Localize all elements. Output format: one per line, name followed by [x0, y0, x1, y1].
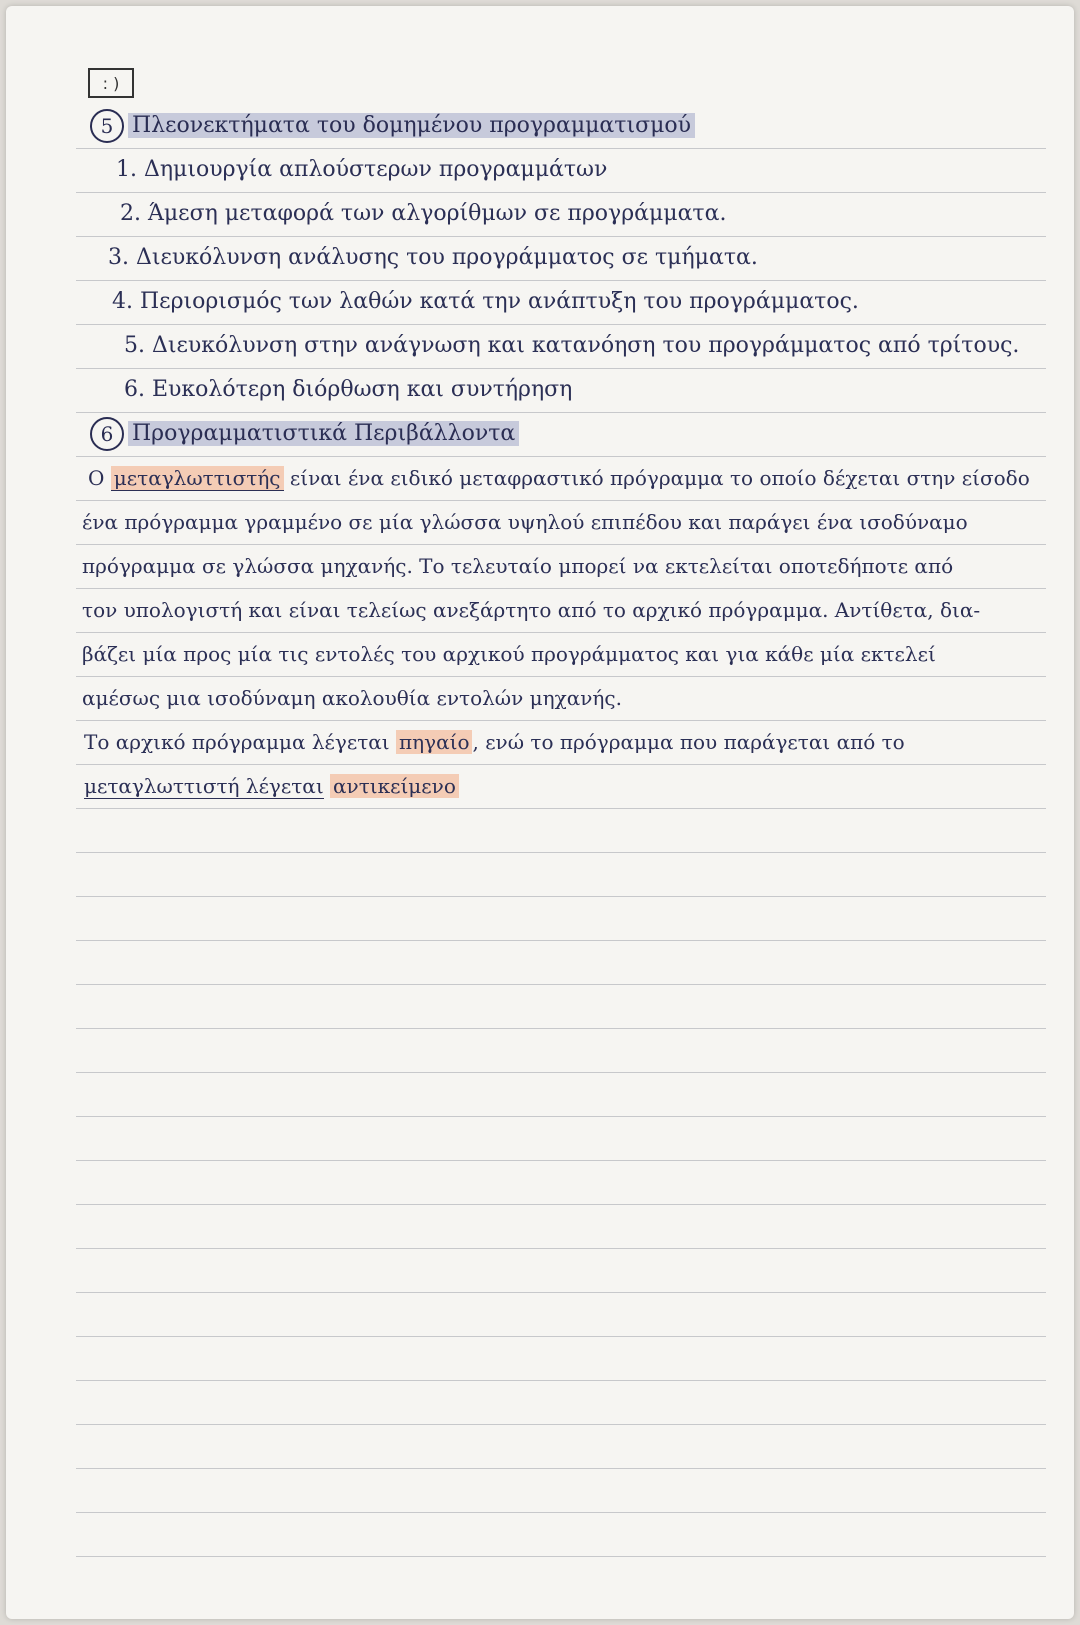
ruled-line — [76, 1424, 1046, 1425]
list-item: 2. Άμεση μεταφορά των αλγορίθμων σε προγράμματα. — [120, 201, 727, 226]
term-source: πηγαίο — [396, 730, 472, 754]
paragraph-line: ένα πρόγραμμα γραμμένο σε μία γλώσσα υψηλού επιπέδου και παράγει ένα ισοδύναμο — [82, 510, 968, 534]
ruled-line — [76, 1072, 1046, 1073]
paragraph-line — [84, 764, 459, 808]
list-item: 3. Διευκόλυνση ανάλυσης του προγράμματος σε τμήματα. — [108, 245, 758, 270]
ruled-line — [76, 1028, 1046, 1029]
paragraph-text: Το αρχικό πρόγραμμα λέγεται — [84, 730, 390, 754]
ruled-line — [76, 1336, 1046, 1337]
ruled-line — [76, 852, 1046, 853]
paragraph-line: βάζει μία προς μία τις εντολές του αρχικού προγράμματος και για κάθε μία εκτελεί — [82, 642, 936, 666]
paragraph-line — [84, 720, 905, 764]
term-object: αντικείμενο — [330, 774, 459, 798]
section-6-heading — [90, 412, 519, 456]
list-item: 6. Ευκολότερη διόρθωση και συντήρηση — [124, 377, 573, 402]
ruled-line — [76, 984, 1046, 985]
ruled-line — [76, 896, 1046, 897]
section-5-title: Πλεονεκτήματα του δομημένου προγραμματισμού — [128, 113, 695, 138]
notebook-page — [6, 6, 1074, 1619]
paragraph-text: είναι ένα ειδικό μεταφραστικό πρόγραμμα το οποίο δέχεται στην είσοδο — [289, 466, 1030, 490]
ruled-line — [76, 1204, 1046, 1205]
ruled-line — [76, 940, 1046, 941]
paragraph-line: αμέσως μια ισοδύναμη ακολουθία εντολών μηχανής. — [82, 686, 622, 710]
ruled-line — [76, 1556, 1046, 1557]
paragraph-text: μεταγλωττιστή λέγεται — [84, 774, 324, 798]
list-item: 4. Περιορισμός των λαθών κατά την ανάπτυξη του προγράμματος. — [112, 289, 859, 314]
paragraph-text: , ενώ το πρόγραμμα που παράγεται από το — [472, 730, 905, 754]
ruled-line — [76, 1116, 1046, 1117]
smiley-face-icon: : ) — [88, 68, 134, 98]
ruled-line — [76, 1292, 1046, 1293]
term-compiler: μεταγλωττιστής — [111, 466, 284, 491]
list-item: 1. Δημιουργία απλούστερων προγραμμάτων — [116, 157, 608, 182]
section-6-number: 6 — [90, 417, 124, 451]
section-5-heading — [90, 104, 695, 148]
section-5-number: 5 — [90, 109, 124, 143]
ruled-line — [76, 1160, 1046, 1161]
paragraph-line — [88, 456, 1030, 500]
paragraph-text: Ο — [88, 466, 105, 490]
ruled-line — [76, 1248, 1046, 1249]
paragraph-line: τον υπολογιστή και είναι τελείως ανεξάρτητο από το αρχικό πρόγραμμα. Αντίθετα, δια- — [82, 598, 981, 622]
ruled-line — [76, 1512, 1046, 1513]
ruled-line — [76, 808, 1046, 809]
paragraph-line: πρόγραμμα σε γλώσσα μηχανής. Το τελευταίο μπορεί να εκτελείται οποτεδήποτε από — [82, 554, 954, 578]
list-item: 5. Διευκόλυνση στην ανάγνωση και κατανόηση του προγράμματος από τρίτους. — [124, 333, 1020, 358]
ruled-line — [76, 1380, 1046, 1381]
section-6-title: Προγραμματιστικά Περιβάλλοντα — [128, 421, 519, 446]
ruled-line — [76, 1468, 1046, 1469]
